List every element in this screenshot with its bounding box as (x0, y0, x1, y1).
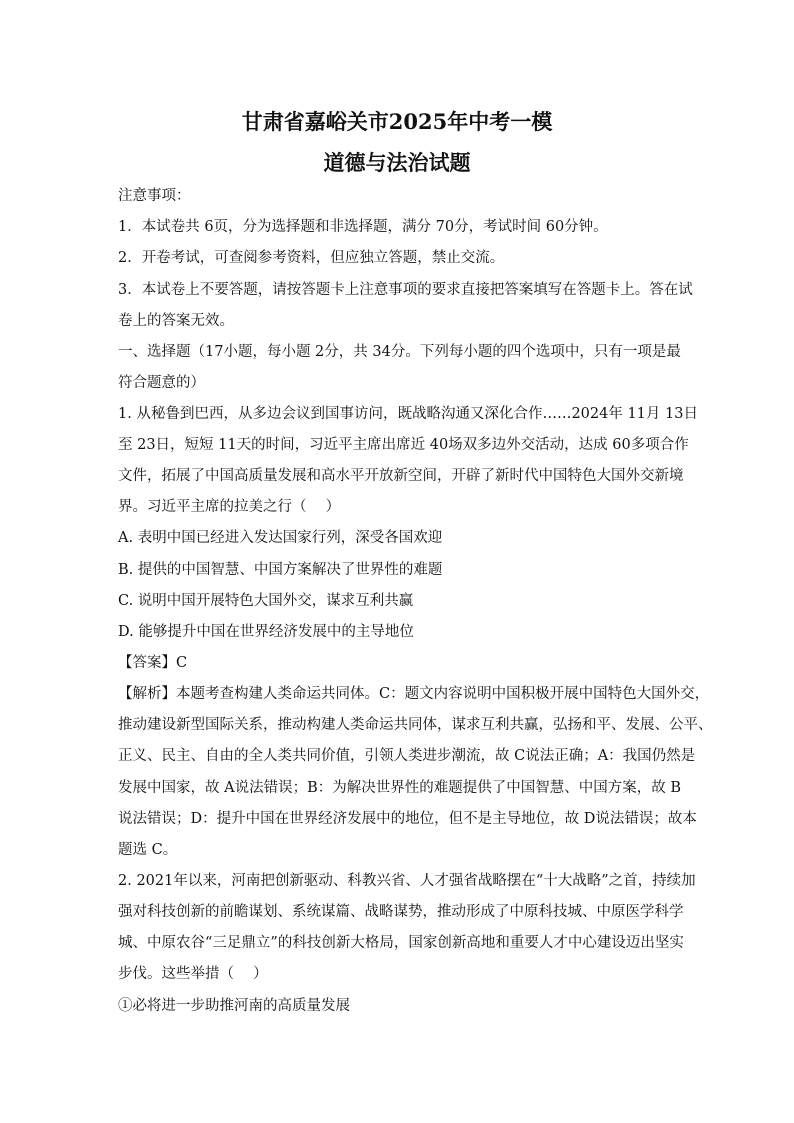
question-1-text: 文件，拓展了中国高质量发展和高水平开放新空间，开辟了新时代中国特色大国外交新境 (118, 468, 684, 484)
option-d: D. 能够提升中国在世界经济发展中的主导地位 (118, 624, 414, 640)
notice-item: 2．开卷考试，可查阅参考资料，但应独立答题，禁止交流。 (118, 250, 505, 266)
answer-line: 【答案】C (118, 655, 188, 671)
section-heading-cont: 符合题意的） (118, 375, 205, 391)
statement-1: ①必将进一步助推河南的高质量发展 (118, 998, 350, 1014)
document-title: 甘肃省嘉峪关市2025年中考一模 (241, 109, 553, 134)
analysis-text: 题选 C。 (118, 842, 178, 858)
notice-item-cont: 卷上的答案无效。 (118, 313, 234, 329)
question-1-text: 界。习近平主席的拉美之行（ ） (118, 499, 341, 515)
question-2-text: 强对科技创新的前瞻谋划、系统谋篇、战略谋势，推动形成了中原科技城、中原医学科学 (118, 904, 684, 920)
analysis-text: 正义、民主、自由的全人类共同价值，引领人类进步潮流，故 C说法正确；A：我国仍然是 (118, 748, 696, 764)
analysis-text: 【解析】本题考查构建人类命运共同体。C：题文内容说明中国积极开展中国特色大国外交， (118, 686, 710, 702)
section-heading: 一、选择题（17小题，每小题 2分，共 34分。下列每小题的四个选项中，只有一项是最 (118, 344, 681, 360)
analysis-text: 说法错误；D：提升中国在世界经济发展中的地位，但不是主导地位，故 D说法错误；故本 (118, 811, 697, 827)
option-a: A. 表明中国已经进入发达国家行列，深受各国欢迎 (118, 530, 443, 546)
question-2-text: 步伐。这些举措（ ） (118, 966, 268, 982)
notice-item: 1．本试卷共 6页，分为选择题和非选择题，满分 70分，考试时间 60分钟。 (118, 219, 608, 235)
question-1-text: 1. 从秘鲁到巴西，从多边会议到国事访问，既战略沟通又深化合作……2024年 11月 13日 (118, 406, 698, 422)
question-2-text: 2. 2021年以来，河南把创新驱动、科教兴省、人才强省战略摆在“十大战略”之首，持续加 (118, 873, 696, 889)
question-2-text: 城、中原农谷“三足鼎立”的科技创新大格局，国家创新高地和重要人才中心建设迈出坚实 (118, 935, 684, 951)
analysis-text: 发展中国家，故 A说法错误；B：为解决世界性的难题提供了中国智慧、中国方案，故 B (118, 780, 681, 796)
notice-item: 3．本试卷上不要答题，请按答题卡上注意事项的要求直接把答案填写在答题卡上。答在试 (118, 282, 693, 298)
notice-heading: 注意事项： (118, 188, 191, 204)
option-b: B. 提供的中国智慧、中国方案解决了世界性的难题 (118, 562, 443, 578)
option-c: C. 说明中国开展特色大国外交，谋求互利共赢 (118, 593, 414, 609)
document-subtitle: 道德与法治试题 (323, 150, 471, 175)
question-1-text: 至 23日，短短 11天的时间，习近平主席出席近 40场双多边外交活动，达成 60多项合作 (118, 437, 689, 453)
analysis-text: 推动建设新型国际关系，推动构建人类命运共同体，谋求互利共赢，弘扬和平、发展、公平、 (118, 717, 713, 733)
